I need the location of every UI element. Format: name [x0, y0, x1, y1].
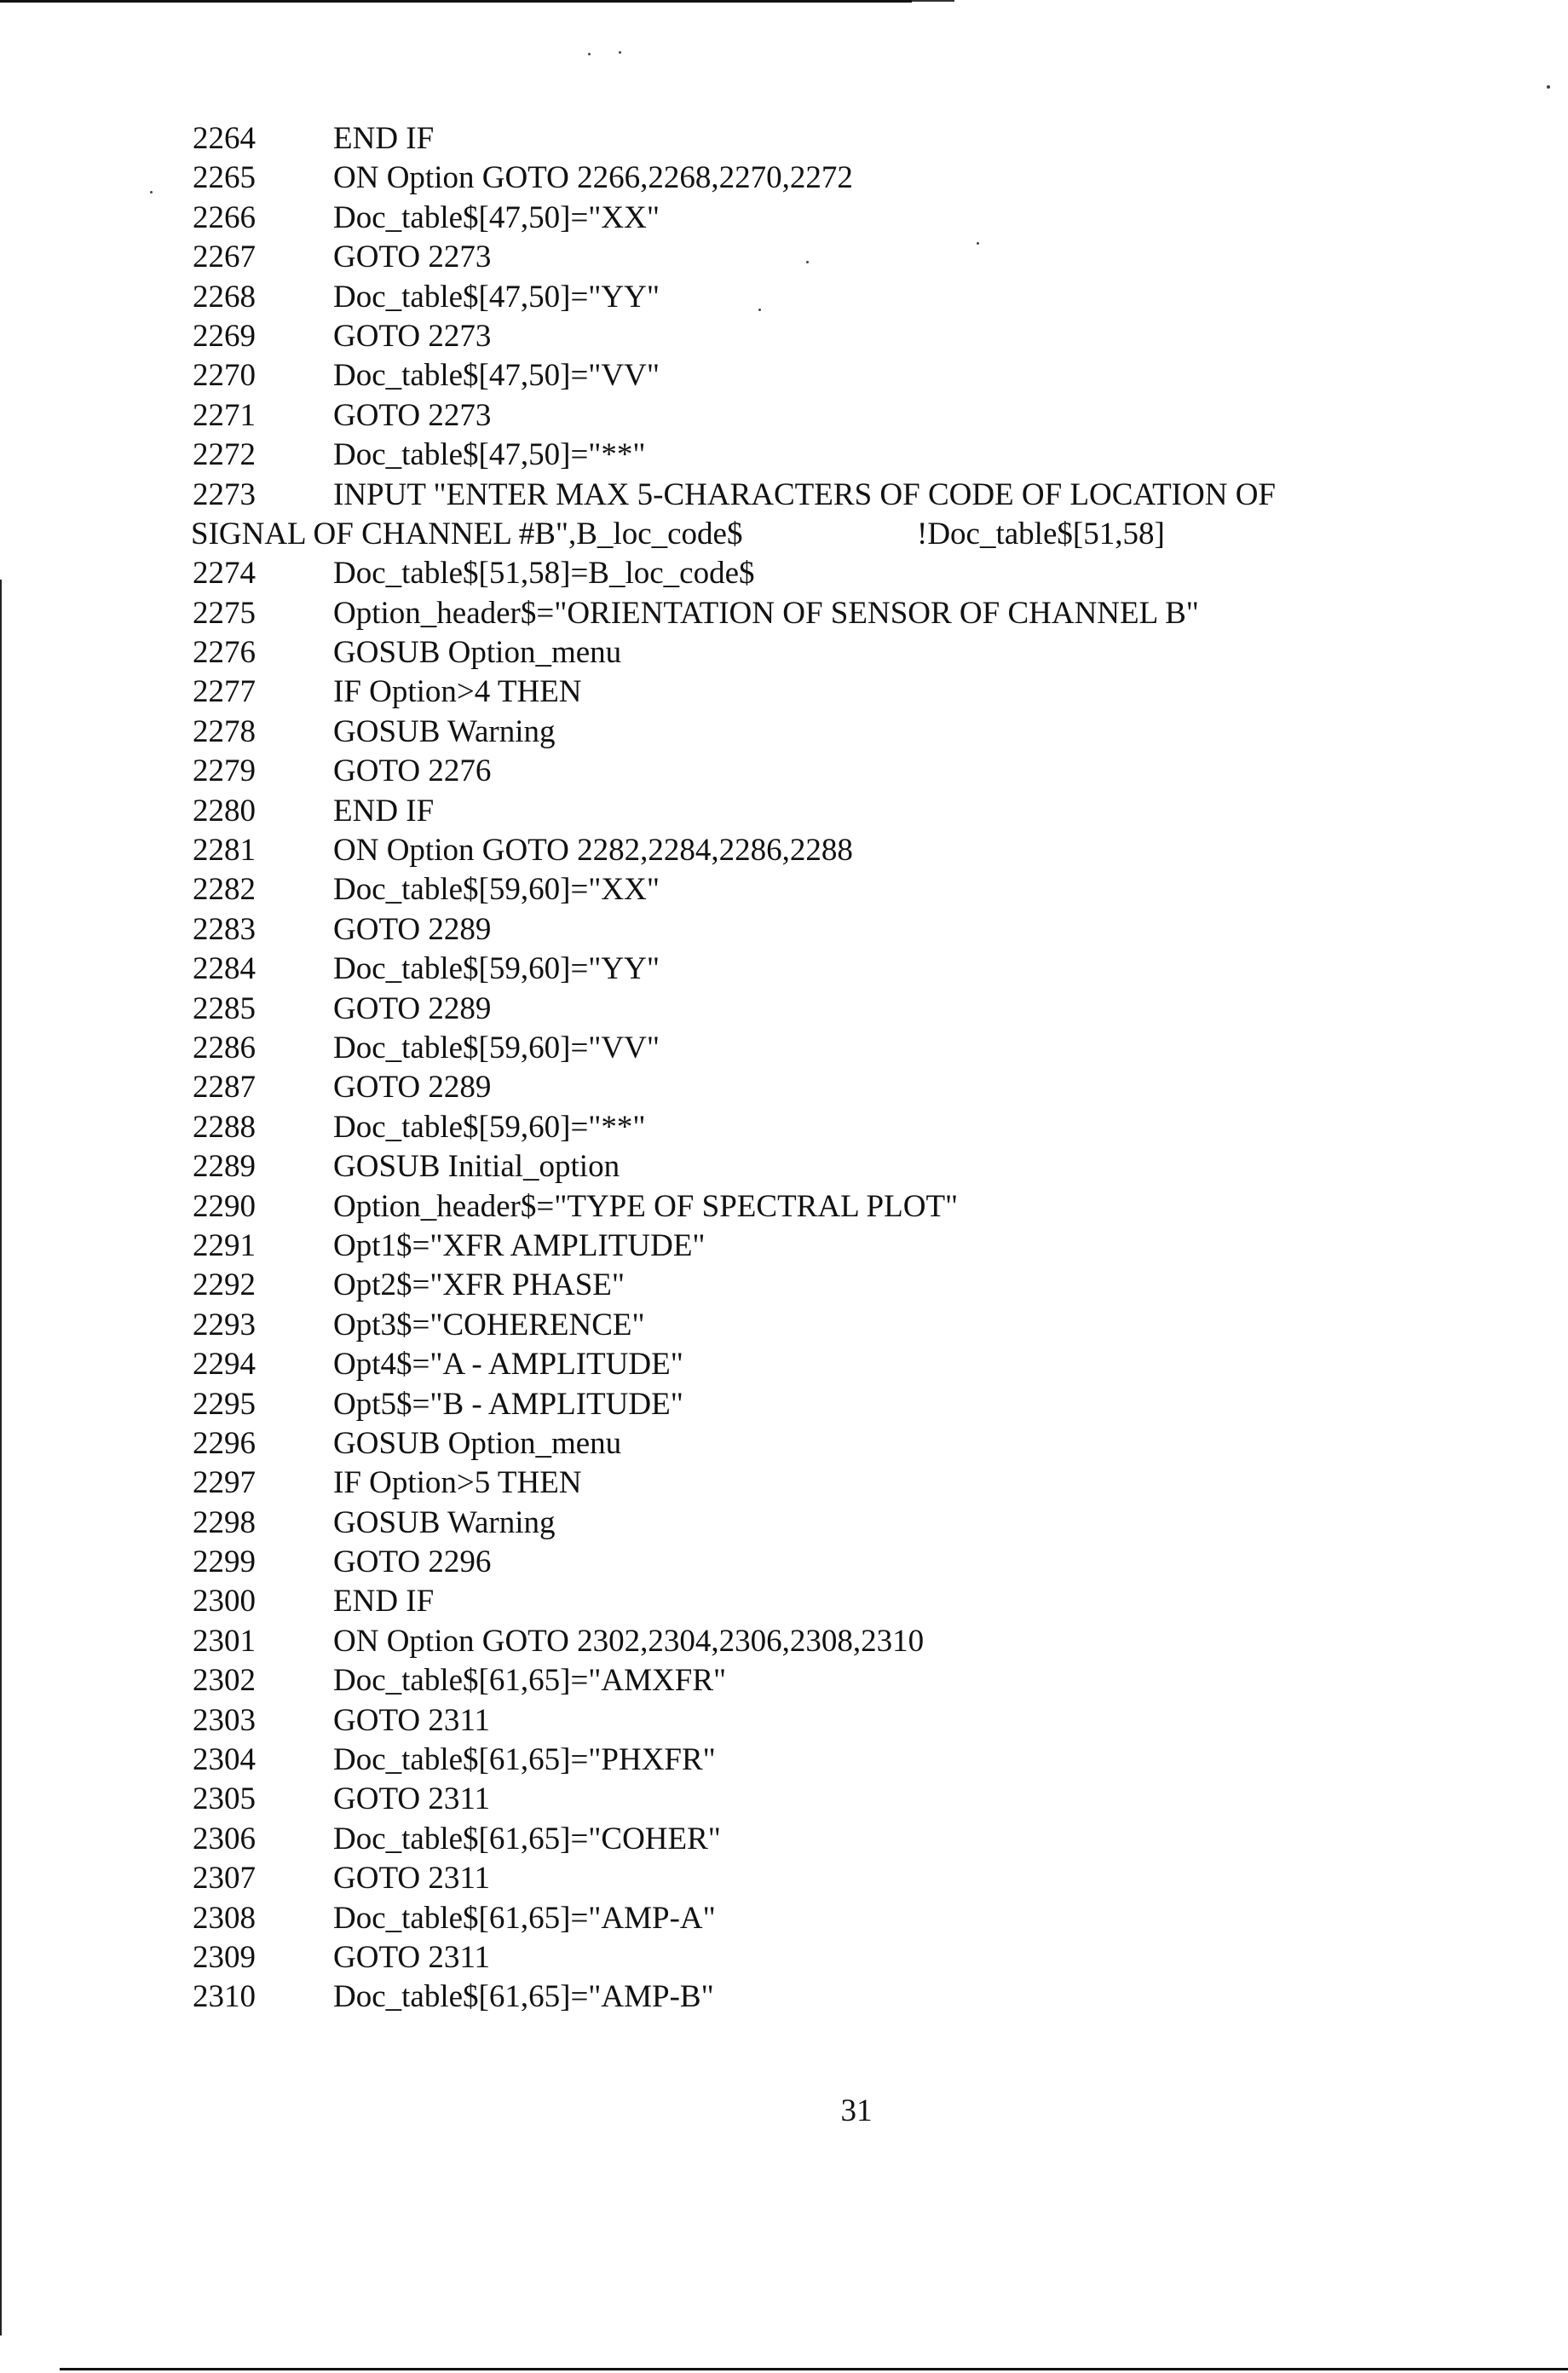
line-code: Doc_table$[61,65]="COHER" — [333, 1821, 721, 1856]
code-line — [193, 1582, 1437, 1621]
code-line — [193, 1345, 1437, 1384]
code-line — [193, 1108, 1437, 1147]
line-number: 2297 — [193, 1465, 256, 1501]
code-line — [193, 673, 1437, 712]
line-number: 2291 — [193, 1227, 256, 1263]
line-number: 2296 — [193, 1425, 256, 1461]
line-number: 2279 — [193, 753, 256, 789]
line-code: GOTO 2289 — [333, 990, 492, 1026]
code-line — [193, 1029, 1437, 1068]
code-line — [193, 1464, 1437, 1503]
line-code: Doc_table$[59,60]="YY" — [333, 951, 660, 987]
line-number: 2299 — [193, 1544, 256, 1580]
line-code: GOSUB Initial_option — [333, 1149, 620, 1185]
line-code: GOTO 2273 — [333, 240, 492, 275]
line-code: IF Option>5 THEN — [333, 1465, 582, 1501]
line-code: GOTO 2276 — [333, 753, 492, 789]
code-line — [193, 436, 1437, 475]
code-line — [193, 831, 1437, 870]
code-line — [193, 278, 1437, 317]
line-number: 2280 — [193, 793, 256, 829]
line-code: Doc_table$[61,65]="AMP-B" — [333, 1979, 714, 2015]
line-code: GOTO 2289 — [333, 1070, 492, 1106]
line-code: Doc_table$[47,50]="YY" — [333, 279, 660, 315]
line-number: 2283 — [193, 911, 256, 947]
line-code: Doc_table$[47,50]="XX" — [333, 199, 660, 235]
line-number: 2266 — [193, 199, 256, 235]
line-number: 2267 — [193, 240, 256, 275]
line-number: 2288 — [193, 1109, 256, 1145]
left-border-line — [0, 580, 2, 2335]
code-line — [193, 910, 1437, 950]
line-code: GOSUB Warning — [333, 1504, 556, 1540]
line-code: END IF — [333, 1584, 435, 1620]
line-number: 2264 — [193, 121, 256, 156]
code-line — [193, 199, 1437, 238]
line-code: Doc_table$[51,58]=B_loc_code$ — [333, 556, 755, 592]
line-number: 2274 — [193, 556, 256, 592]
line-code: GOTO 2296 — [333, 1544, 492, 1580]
line-code: Opt1$="XFR AMPLITUDE" — [333, 1227, 706, 1263]
code-line — [193, 752, 1437, 791]
line-number: 2308 — [193, 1900, 256, 1936]
code-line — [193, 356, 1437, 396]
line-number: 2289 — [193, 1149, 256, 1185]
line-code: END IF — [333, 793, 435, 829]
code-continuation-line — [191, 515, 1437, 554]
line-number: 2265 — [193, 160, 256, 196]
line-code: Opt3$="COHERENCE" — [333, 1307, 645, 1342]
line-code: Doc_table$[61,65]="AMP-A" — [333, 1900, 716, 1936]
code-line — [193, 1978, 1437, 2017]
line-code: GOTO 2289 — [333, 911, 492, 947]
code-line — [193, 594, 1437, 633]
line-code: GOTO 2273 — [333, 318, 492, 354]
line-code: Doc_table$[47,50]="VV" — [333, 358, 660, 394]
line-code: GOTO 2311 — [333, 1702, 490, 1738]
code-line — [193, 1859, 1437, 1898]
code-line — [193, 1899, 1437, 1938]
code-line — [193, 1306, 1437, 1345]
line-number: 2290 — [193, 1188, 256, 1224]
line-code: GOSUB Option_menu — [333, 635, 622, 671]
line-number: 2295 — [193, 1386, 256, 1422]
code-line — [193, 1147, 1437, 1186]
code-line — [193, 792, 1437, 831]
line-number: 2293 — [193, 1307, 256, 1342]
line-code: END IF — [333, 121, 435, 156]
line-code: ON Option GOTO 2302,2304,2306,2308,2310 — [333, 1623, 925, 1659]
top-border-line — [0, 0, 912, 3]
line-code: Doc_table$[61,65]="PHXFR" — [333, 1742, 716, 1778]
code-line — [193, 476, 1437, 515]
line-number: 2278 — [193, 713, 256, 749]
line-number: 2282 — [193, 872, 256, 908]
line-number: 2303 — [193, 1702, 256, 1738]
code-line — [193, 1424, 1437, 1464]
top-border-fragment — [937, 0, 954, 2]
code-line — [193, 1780, 1437, 1819]
code-line — [193, 1741, 1437, 1780]
code-line — [193, 1266, 1437, 1305]
line-code: GOSUB Option_menu — [333, 1425, 622, 1461]
code-line — [193, 1504, 1437, 1543]
code-line — [193, 1938, 1437, 1978]
line-number: 2300 — [193, 1584, 256, 1620]
line-code: Opt2$="XFR PHASE" — [333, 1267, 625, 1303]
line-number: 2309 — [193, 1939, 256, 1975]
line-number: 2276 — [193, 635, 256, 671]
code-line — [193, 1068, 1437, 1107]
line-code: Doc_table$[61,65]="AMXFR" — [333, 1663, 727, 1699]
code-line — [193, 1661, 1437, 1700]
line-number: 2273 — [193, 476, 256, 512]
code-line — [193, 870, 1437, 909]
line-code: Doc_table$[59,60]="**" — [333, 1109, 646, 1145]
scan-speck — [1547, 85, 1550, 89]
line-code: IF Option>4 THEN — [333, 674, 582, 710]
line-number: 2271 — [193, 397, 256, 433]
line-number: 2277 — [193, 674, 256, 710]
scan-speck — [150, 191, 153, 193]
line-number: 2298 — [193, 1504, 256, 1540]
line-number: 2272 — [193, 437, 256, 473]
code-line — [193, 1820, 1437, 1859]
line-code: GOTO 2273 — [333, 397, 492, 433]
scan-speck — [619, 51, 621, 54]
line-code: Opt4$="A - AMPLITUDE" — [333, 1347, 683, 1383]
code-line — [193, 1385, 1437, 1424]
line-code: GOTO 2311 — [333, 1781, 490, 1817]
line-number: 2302 — [193, 1663, 256, 1699]
code-line — [193, 713, 1437, 752]
line-number: 2285 — [193, 990, 256, 1026]
code-line — [193, 119, 1437, 159]
line-number: 2306 — [193, 1821, 256, 1856]
line-code: Option_header$="ORIENTATION OF SENSOR OF CHANNEL B" — [333, 595, 1199, 631]
code-line — [193, 1543, 1437, 1582]
line-number: 2307 — [193, 1861, 256, 1897]
line-number: 2268 — [193, 279, 256, 315]
scan-speck — [588, 53, 591, 55]
code-line — [193, 1227, 1437, 1266]
line-code: Opt5$="B - AMPLITUDE" — [333, 1386, 683, 1422]
line-code: GOTO 2311 — [333, 1939, 490, 1975]
line-number: 2287 — [193, 1070, 256, 1106]
code-line — [193, 950, 1437, 989]
code-line — [193, 159, 1437, 198]
bottom-border-line — [60, 2368, 1568, 2370]
code-line — [193, 317, 1437, 356]
line-code: INPUT "ENTER MAX 5-CHARACTERS OF CODE OF LOCATION OF — [333, 476, 1276, 512]
code-line — [193, 990, 1437, 1029]
line-number: 2301 — [193, 1623, 256, 1659]
line-code: GOTO 2311 — [333, 1861, 490, 1897]
continuation-comment: !Doc_table$[51,58] — [917, 516, 1165, 551]
line-code: ON Option GOTO 2282,2284,2286,2288 — [333, 833, 853, 869]
code-line — [193, 1622, 1437, 1661]
line-number: 2269 — [193, 318, 256, 354]
line-code: Option_header$="TYPE OF SPECTRAL PLOT" — [333, 1188, 959, 1224]
continuation-code: SIGNAL OF CHANNEL #B",B_loc_code$ — [191, 516, 743, 551]
line-number: 2281 — [193, 833, 256, 869]
line-number: 2284 — [193, 951, 256, 987]
code-listing — [193, 119, 1437, 2018]
line-number: 2292 — [193, 1267, 256, 1303]
line-code: Doc_table$[59,60]="XX" — [333, 872, 660, 908]
line-number: 2294 — [193, 1347, 256, 1383]
page-number: 31 — [840, 2093, 873, 2128]
line-number: 2270 — [193, 358, 256, 394]
line-number: 2310 — [193, 1979, 256, 2015]
line-code: Doc_table$[59,60]="VV" — [333, 1030, 660, 1065]
code-line — [193, 1701, 1437, 1741]
line-code: ON Option GOTO 2266,2268,2270,2272 — [333, 160, 853, 196]
code-line — [193, 633, 1437, 673]
code-line — [193, 554, 1437, 593]
code-line — [193, 238, 1437, 277]
code-line — [193, 1187, 1437, 1227]
line-number: 2304 — [193, 1742, 256, 1778]
line-number: 2275 — [193, 595, 256, 631]
line-code: Doc_table$[47,50]="**" — [333, 437, 646, 473]
line-number: 2286 — [193, 1030, 256, 1065]
line-code: GOSUB Warning — [333, 713, 556, 749]
line-number: 2305 — [193, 1781, 256, 1817]
code-line — [193, 396, 1437, 436]
